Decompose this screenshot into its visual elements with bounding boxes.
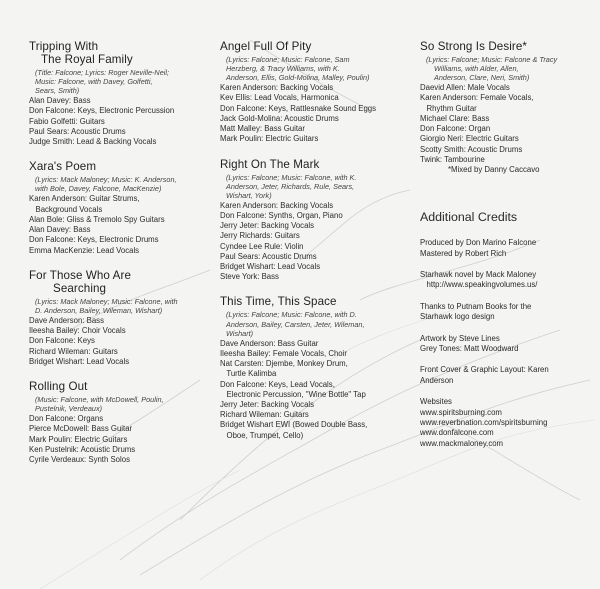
song-block <box>29 160 214 255</box>
musician-line: Alan Davey: Bass <box>29 225 91 235</box>
musician-line: Giorgio Neri: Electric Guitars <box>420 134 519 144</box>
musician-line: Jack Gold-Molina: Acoustic Drums <box>220 113 339 123</box>
song-block <box>29 269 214 367</box>
credit-line: (Lyrics: Falcone; Music: Falcone, with K. <box>226 172 357 182</box>
credit-text: Produced by Don Marino Falcone <box>420 238 537 248</box>
credit-text: Starhawk novel by Mack Maloney <box>420 269 537 279</box>
musician-line: Kev Ellis: Lead Vocals, Harmonica <box>220 93 339 103</box>
website-link[interactable]: www.mackmaloney.com <box>420 438 504 448</box>
credit-line: Pustelnik, Verdeaux) <box>35 404 103 413</box>
song-title-line: For Those Who Are <box>29 268 132 282</box>
credit-line: (Lyrics: Mack Maloney; Music: K. Anderson, <box>35 175 177 185</box>
song-title-line: Right On The Mark <box>220 157 320 171</box>
musician-line: Don Falcone: Keys, Electronic Drums <box>29 235 159 245</box>
musician-line: Steve York: Bass <box>220 272 279 282</box>
song-title <box>220 158 408 171</box>
credits-block <box>420 238 595 259</box>
musician-line: Emma MacKenzie: Lead Vocals <box>29 245 140 255</box>
credit-line: with Bole, Davey, Falcone, MacKenzie) <box>35 184 162 194</box>
musician-line: Richard Wileman: Guitars <box>220 410 309 420</box>
credit-text: Artwork by Steve Lines <box>420 333 500 343</box>
song-title <box>29 269 214 295</box>
credit-line: Anderson, Ellis, Gold-Molina, Malley, Poulin) <box>226 73 370 83</box>
musician-line: Karen Anderson: Female Vocals, <box>420 93 534 103</box>
song-block <box>220 295 408 440</box>
musician-line: Pierce McDowell: Bass Guitar <box>29 424 133 434</box>
song-title-line: Searching <box>53 281 107 295</box>
credit-line: Anderson, Jeter, Richards, Rule, Sears, <box>226 181 355 191</box>
credit-line: Anderson, Bailey, Carsten, Jeter, Wileman, <box>226 319 365 329</box>
credit-line: (Lyrics: Falcone; Music: Falcone & Tracy <box>426 55 558 64</box>
song-credit <box>29 175 214 193</box>
credit-line: Herzberg, & Tracy Williams, with K. <box>226 64 340 74</box>
musician-line: Bridget Wishart: Lead Vocals <box>29 356 130 366</box>
speakingvolumes-link[interactable]: http://www.speakingvolumes.us/ <box>420 280 538 290</box>
credit-line: Williams, with Alder, Allen, <box>434 64 519 74</box>
musician-line: Don Falcone: Keys, Electronic Percussion <box>29 106 175 116</box>
song-credit <box>29 68 214 95</box>
credits-block <box>420 270 595 291</box>
credit-line: (Lyrics: Falcone; Music: Falcone, Sam <box>226 55 350 64</box>
musician-line: Background Vocals <box>29 204 103 214</box>
credit-line: Wishart) <box>226 328 254 338</box>
song-title <box>220 40 408 53</box>
song-title-line: Rolling Out <box>29 379 88 393</box>
credit-line: (Music: Falcone, with McDowell, Poulin, <box>35 394 164 404</box>
musician-line: Jerry Richards: Guitars <box>220 231 300 241</box>
musician-line: Karen Anderson: Backing Vocals <box>220 200 334 210</box>
song-title <box>220 295 408 308</box>
song-title-line: Tripping With <box>29 40 99 53</box>
song-credit <box>29 297 214 315</box>
credit-line: Wishart, York) <box>226 190 272 200</box>
song-credit <box>220 173 408 200</box>
musician-line: Alan Davey: Bass <box>29 96 91 106</box>
musician-line: Rhythm Guitar <box>420 103 477 113</box>
musician-line: Paul Sears: Acoustic Drums <box>220 251 317 261</box>
musician-line: Turtle Kalimba <box>220 369 277 379</box>
credit-line: D. Anderson, Bailey, Wileman, Wishart) <box>35 305 163 315</box>
musician-line: Twink: Tambourine <box>420 154 485 164</box>
mix-footnote: *Mixed by Danny Caccavo <box>448 164 540 174</box>
musician-line: Dave Anderson: Bass Guitar <box>220 338 319 348</box>
song-title <box>420 40 595 53</box>
additional-credits-heading: Additional Credits <box>420 210 518 225</box>
song-block <box>29 380 214 465</box>
musician-line: Scotty Smith: Acoustic Drums <box>420 144 523 154</box>
musician-line: Paul Sears: Acoustic Drums <box>29 126 126 136</box>
credit-text: Anderson <box>420 375 454 385</box>
song-title-line: Xara's Poem <box>29 160 97 174</box>
musician-line: Don Falcone: Keys, Rattlesnake Sound Eggs <box>220 103 377 113</box>
musician-line: Ken Pustelnik: Acoustic Drums <box>29 444 136 454</box>
column-3 <box>420 40 595 460</box>
websites-block <box>420 397 595 449</box>
credit-text: Grey Tones: Matt Woodward <box>420 343 519 353</box>
credit-text: Front Cover & Graphic Layout: Karen <box>420 365 549 375</box>
credits-block <box>420 334 595 355</box>
song-credit <box>420 55 595 82</box>
musician-line: Don Falcone: Keys, Lead Vocals, <box>220 379 335 389</box>
credits-block <box>420 365 595 386</box>
website-link[interactable]: www.donfalcone.com <box>420 428 494 438</box>
musician-line: Bridget Wishart: Lead Vocals <box>220 262 321 271</box>
song-title-line: This Time, This Space <box>220 295 337 309</box>
musician-line: Fabio Golfetti: Guitars <box>29 116 105 126</box>
musician-line: Oboe, Trumpet, Cello) <box>220 430 304 440</box>
song-block <box>220 40 408 145</box>
musician-line: Karen Anderson: Backing Vocals <box>220 83 334 93</box>
musician-line: Matt Malley: Bass Guitar <box>220 124 305 134</box>
column-1 <box>29 40 214 478</box>
musician-line: Don Falcone: Keys <box>29 336 95 346</box>
musician-line: Don Falcone: Organs <box>29 414 104 424</box>
song-title <box>29 160 214 173</box>
musician-line: Michael Clare: Bass <box>420 113 490 123</box>
credit-text: Mastered by Robert Rich <box>420 248 507 258</box>
musician-line: Ileesha Bailey: Female Vocals, Choir <box>220 348 347 358</box>
website-link[interactable]: www.spiritsburning.com <box>420 407 502 417</box>
credit-text: Starhawk logo design <box>420 312 495 322</box>
song-block <box>220 158 408 283</box>
song-credit <box>220 55 408 82</box>
musician-line: Alan Bole: Gliss & Tremolo Spy Guitars <box>29 214 165 224</box>
credit-line: Sears, Smith) <box>35 86 80 96</box>
musician-line: Ileesha Bailey: Choir Vocals <box>29 326 126 336</box>
column-2 <box>220 40 408 454</box>
websites-label: Websites <box>420 397 452 407</box>
musician-line: Don Falcone: Organ <box>420 124 491 134</box>
credit-line: (Title: Falcone; Lyrics: Roger Neville-Neil; <box>35 68 170 77</box>
musician-line: Bridget Wishart EWI (Bowed Double Bass, <box>220 420 368 430</box>
musician-line: Dave Anderson: Bass <box>29 315 104 325</box>
credit-line: (Lyrics: Falcone; Music: Falcone, with D. <box>226 310 357 320</box>
musician-line: Karen Anderson: Guitar Strums, <box>29 194 140 204</box>
website-link[interactable]: www.reverbnation.com/spiritsburning <box>420 417 548 427</box>
musician-line: Mark Poulin: Electric Guitars <box>220 134 319 144</box>
song-block <box>29 40 214 147</box>
musician-line: Cyrile Verdeaux: Synth Solos <box>29 454 130 464</box>
musician-line: Richard Wileman: Guitars <box>29 346 118 356</box>
credit-line: (Lyrics: Mack Maloney; Music: Falcone, with <box>35 296 178 306</box>
musician-line: Jerry Jeter: Backing Vocals <box>220 221 315 231</box>
song-title-line: Angel Full Of Pity <box>220 40 312 53</box>
credit-text: Thanks to Putnam Books for the <box>420 301 532 311</box>
credit-line: Anderson, Clare, Neri, Smith) <box>434 73 530 83</box>
musician-line: Jerry Jeter: Backing Vocals <box>220 399 315 409</box>
musician-line: Daevid Allen: Male Vocals <box>420 83 510 93</box>
song-block <box>420 40 595 175</box>
song-title <box>29 40 214 66</box>
musician-line: Judge Smith: Lead & Backing Vocals <box>29 137 157 147</box>
song-title-line: The Royal Family <box>41 53 133 66</box>
credits-block <box>420 302 595 323</box>
musician-line: Nat Carsten: Djembe, Monkey Drum, <box>220 359 348 369</box>
credit-line: Music: Falcone, with Davey, Golfetti, <box>35 77 153 87</box>
song-title <box>29 380 214 393</box>
song-title-line: So Strong Is Desire* <box>420 40 528 53</box>
musician-line: Electronic Percussion, "Wine Bottle" Tap <box>220 389 366 399</box>
musician-line: Don Falcone: Synths, Organ, Piano <box>220 210 343 220</box>
song-credit <box>29 395 214 413</box>
song-credit <box>220 310 408 337</box>
musician-line: Cyndee Lee Rule: Violin <box>220 241 304 251</box>
musician-line: Mark Poulin: Electric Guitars <box>29 434 128 444</box>
